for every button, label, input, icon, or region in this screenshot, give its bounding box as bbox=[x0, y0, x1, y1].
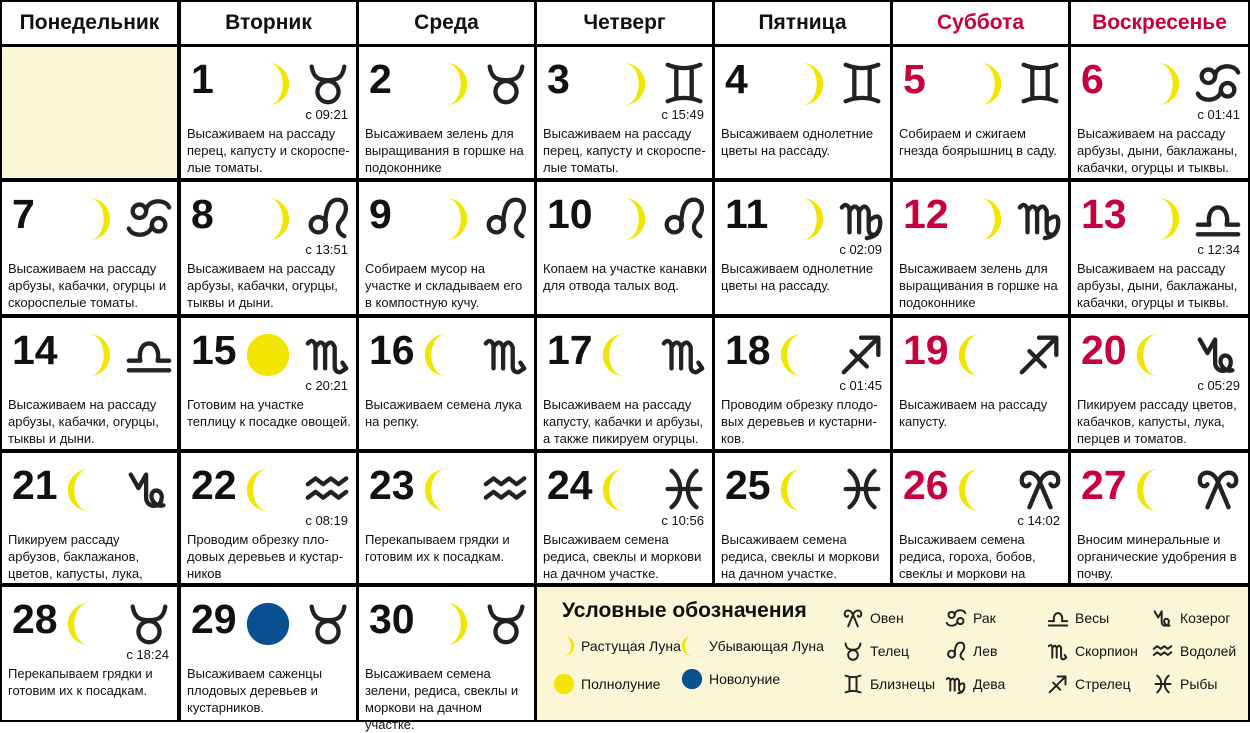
moon-waxing-icon bbox=[601, 196, 647, 242]
day-number: 28 bbox=[12, 596, 58, 642]
sign-change-time: с 05:29 bbox=[1197, 378, 1240, 393]
legend bbox=[537, 587, 1248, 720]
legend-zodiac-label: Телец bbox=[870, 643, 910, 659]
day-number: 4 bbox=[725, 56, 748, 102]
zodiac-aries-icon bbox=[1015, 465, 1065, 513]
legend-zodiac-item bbox=[1047, 640, 1138, 662]
day-task: Проводим обрезку плодовых деревьев и кустарников bbox=[187, 532, 344, 581]
day-cell bbox=[2, 453, 177, 583]
day-number: 10 bbox=[547, 191, 593, 237]
legend-zodiac-item bbox=[842, 640, 909, 662]
moon-waning-icon bbox=[1135, 467, 1181, 513]
day-cell bbox=[715, 47, 890, 178]
sign-change-time: с 15:49 bbox=[661, 107, 704, 122]
legend-zodiac-item bbox=[945, 607, 996, 629]
legend-title: Условные обозначения bbox=[562, 599, 807, 622]
day-task: Высаживаем на рассаду арбузы, дыни, баклажаны, кабачки, огурцы и тыквы. bbox=[1077, 126, 1238, 175]
zodiac-pisces-icon bbox=[1152, 673, 1174, 695]
day-task: Высаживаем семена редиса, свеклы и моркови на дачном участке. bbox=[721, 532, 880, 581]
day-number: 16 bbox=[369, 327, 415, 373]
day-number: 11 bbox=[725, 191, 769, 237]
day-cell bbox=[2, 182, 177, 314]
sign-change-time: с 14:02 bbox=[1017, 513, 1060, 528]
sign-change-time: с 20:21 bbox=[305, 378, 348, 393]
day-task: Высаживаем на рассаду перец, капусту и скороспелые томаты. bbox=[187, 126, 350, 175]
legend-moon-label: Растущая Луна bbox=[581, 638, 681, 654]
day-number: 22 bbox=[191, 462, 237, 508]
legend-zodiac-label: Овен bbox=[870, 610, 904, 626]
day-cell bbox=[893, 47, 1068, 178]
zodiac-taurus-icon bbox=[303, 59, 353, 107]
legend-zodiac-label: Дева bbox=[973, 676, 1006, 692]
zodiac-gemini-icon bbox=[659, 59, 709, 107]
moon-waning-icon bbox=[1135, 332, 1181, 378]
legend-zodiac-label: Скорпион bbox=[1075, 643, 1138, 659]
legend-zodiac-label: Водолей bbox=[1180, 643, 1237, 659]
legend-zodiac-item bbox=[945, 640, 997, 662]
day-cell bbox=[1071, 453, 1248, 583]
day-task: Высаживаем однолетние цветы на рассаду. bbox=[721, 126, 874, 158]
sign-change-time: с 18:24 bbox=[126, 647, 169, 662]
sign-change-time: с 10:56 bbox=[661, 513, 704, 528]
zodiac-leo-icon bbox=[303, 194, 353, 242]
day-task: Готовим на участке теплицу к посадке овощей. bbox=[187, 397, 351, 429]
zodiac-virgo-icon bbox=[945, 673, 967, 695]
day-task: Высаживаем на рассаду арбузы, кабачки, огурцы и скороспелые томаты. bbox=[8, 261, 167, 310]
moon-waxing-icon bbox=[66, 196, 112, 242]
zodiac-aries-icon bbox=[842, 607, 864, 629]
day-number: 13 bbox=[1081, 191, 1127, 237]
day-task: Проводим обрезку плодовых деревьев и кустарников. bbox=[721, 397, 878, 446]
day-number: 27 bbox=[1081, 462, 1127, 508]
zodiac-cancer-icon bbox=[945, 607, 967, 629]
day-task: Высаживаем на рассаду капусту. bbox=[899, 397, 1048, 429]
zodiac-sagittarius-icon bbox=[1015, 330, 1065, 378]
legend-zodiac-label: Весы bbox=[1075, 610, 1110, 626]
day-task: Высаживаем саженцы плодовых деревьев и кустарников. bbox=[187, 666, 323, 715]
day-header: Вторник bbox=[181, 2, 356, 44]
day-cell bbox=[181, 318, 356, 449]
legend-zodiac-label: Рак bbox=[973, 610, 996, 626]
moon-waxing-icon bbox=[601, 61, 647, 107]
day-cell bbox=[715, 453, 890, 583]
day-task: Высаживаем зелень для выращивания в горшке на подоконнике bbox=[899, 261, 1058, 310]
day-cell bbox=[359, 318, 534, 449]
day-header: Воскресенье bbox=[1071, 2, 1248, 44]
moon-waxing-icon bbox=[1135, 61, 1181, 107]
zodiac-pisces-icon bbox=[837, 465, 887, 513]
legend-zodiac-item bbox=[1047, 607, 1109, 629]
day-header: Понедельник bbox=[2, 2, 177, 44]
day-number: 17 bbox=[547, 327, 593, 373]
day-cell bbox=[1071, 182, 1248, 314]
day-number: 20 bbox=[1081, 327, 1127, 373]
moon-waxing-icon bbox=[779, 61, 825, 107]
moon-waxing-icon bbox=[553, 635, 575, 657]
zodiac-taurus-icon bbox=[481, 599, 531, 647]
zodiac-scorpio-icon bbox=[1047, 640, 1069, 662]
day-task: Высаживаем семена редиса, свеклы и моркови на дачном участке. bbox=[543, 532, 702, 581]
day-number: 30 bbox=[369, 596, 415, 642]
moon-waxing-icon bbox=[779, 196, 825, 242]
zodiac-sagittarius-icon bbox=[1047, 673, 1069, 695]
legend-moon-item bbox=[553, 635, 681, 657]
zodiac-scorpio-icon bbox=[303, 330, 353, 378]
legend-zodiac-item bbox=[842, 607, 904, 629]
zodiac-taurus-icon bbox=[124, 599, 174, 647]
day-number: 7 bbox=[12, 191, 35, 237]
zodiac-libra-icon bbox=[1193, 194, 1243, 242]
legend-zodiac-item bbox=[1152, 607, 1231, 629]
day-cell bbox=[1071, 47, 1248, 178]
day-number: 24 bbox=[547, 462, 593, 508]
zodiac-capricorn-icon bbox=[1193, 330, 1243, 378]
zodiac-gemini-icon bbox=[837, 59, 887, 107]
zodiac-taurus-icon bbox=[303, 599, 353, 647]
legend-zodiac-label: Близнецы bbox=[870, 676, 936, 692]
day-number: 3 bbox=[547, 56, 570, 102]
day-cell bbox=[893, 318, 1068, 449]
day-cell bbox=[181, 47, 356, 178]
day-task: Высаживаем однолетние цветы на рассаду. bbox=[721, 261, 874, 293]
moon-waning-icon bbox=[601, 467, 647, 513]
day-number: 12 bbox=[903, 191, 949, 237]
day-number: 21 bbox=[12, 462, 58, 508]
moon-waxing-icon bbox=[957, 196, 1003, 242]
day-number: 14 bbox=[12, 327, 58, 373]
day-cell bbox=[181, 453, 356, 583]
day-task: Собираем и сжигаем гнезда боярышниц в саду. bbox=[899, 126, 1057, 158]
moon-waning-icon bbox=[601, 332, 647, 378]
day-task: Копаем на участке канавки для отвода талых вод. bbox=[543, 261, 707, 293]
day-cell bbox=[537, 182, 712, 314]
sign-change-time: с 13:51 bbox=[305, 242, 348, 257]
day-cell bbox=[359, 47, 534, 178]
moon-new-icon bbox=[681, 668, 703, 690]
day-cell bbox=[2, 587, 177, 720]
zodiac-aquarius-icon bbox=[481, 465, 531, 513]
sign-change-time: с 12:34 bbox=[1197, 242, 1240, 257]
zodiac-cancer-icon bbox=[124, 194, 174, 242]
moon-waning-icon bbox=[245, 467, 291, 513]
moon-waning-icon bbox=[423, 332, 469, 378]
day-task: Высаживаем на рассаду перец, капусту и скороспелые томаты. bbox=[543, 126, 706, 175]
day-number: 18 bbox=[725, 327, 771, 373]
moon-full-icon bbox=[553, 673, 575, 695]
zodiac-sagittarius-icon bbox=[837, 330, 887, 378]
day-cell bbox=[537, 453, 712, 583]
day-number: 9 bbox=[369, 191, 392, 237]
day-cell bbox=[537, 47, 712, 178]
day-task: Высаживаем на рассаду арбузы, кабачки, огурцы, тыквы и дыни. bbox=[187, 261, 338, 310]
day-number: 8 bbox=[191, 191, 214, 237]
moon-waning-icon bbox=[66, 601, 112, 647]
day-header: Суббота bbox=[893, 2, 1068, 44]
day-cell bbox=[1071, 318, 1248, 449]
zodiac-capricorn-icon bbox=[1152, 607, 1174, 629]
day-cell bbox=[893, 182, 1068, 314]
day-task: Перекапываем грядки и готовим их к посадкам. bbox=[8, 666, 153, 698]
legend-zodiac-item bbox=[945, 673, 1005, 695]
day-number: 1 bbox=[191, 56, 214, 102]
legend-moon-item bbox=[681, 668, 780, 690]
zodiac-pisces-icon bbox=[659, 465, 709, 513]
moon-waning-icon bbox=[779, 467, 825, 513]
day-task: Высаживаем на рассаду арбузы, кабачки, огурцы, тыквы и дыни. bbox=[8, 397, 159, 446]
day-task: Пикируем рассаду арбузов, баклажанов, цветов, капусты, лука, bbox=[8, 532, 143, 581]
zodiac-cancer-icon bbox=[1193, 59, 1243, 107]
moon-waning-icon bbox=[66, 467, 112, 513]
zodiac-leo-icon bbox=[945, 640, 967, 662]
zodiac-taurus-icon bbox=[481, 59, 531, 107]
legend-moon-label: Новолуние bbox=[709, 671, 781, 687]
moon-full-icon bbox=[245, 332, 291, 378]
zodiac-aries-icon bbox=[1193, 465, 1243, 513]
moon-waxing-icon bbox=[423, 601, 469, 647]
day-number: 2 bbox=[369, 56, 392, 102]
day-cell bbox=[715, 318, 890, 449]
day-task: Высаживаем зелень для выращивания в горшке на подоконнике bbox=[365, 126, 524, 175]
moon-waning-icon bbox=[779, 332, 825, 378]
moon-waxing-icon bbox=[957, 61, 1003, 107]
legend-zodiac-label: Лев bbox=[973, 643, 998, 659]
day-number: 15 bbox=[191, 327, 237, 373]
legend-moon-item bbox=[681, 635, 824, 657]
moon-waning-icon bbox=[957, 332, 1003, 378]
day-number: 29 bbox=[191, 596, 237, 642]
day-task: Высаживаем на рассаду арбузы, дыни, баклажаны, кабачки, огурцы и тыквы. bbox=[1077, 261, 1238, 310]
empty-day-cell bbox=[2, 47, 177, 178]
legend-moon-label: Убывающая Луна bbox=[709, 638, 824, 654]
day-task: Высаживаем семена редиса, гороха, бобов, свеклы и моркови на bbox=[899, 532, 1036, 581]
day-task: Перекапываем грядки и готовим их к посадкам. bbox=[365, 532, 510, 564]
day-cell bbox=[715, 182, 890, 314]
zodiac-virgo-icon bbox=[1015, 194, 1065, 242]
moon-waning-icon bbox=[681, 635, 703, 657]
sign-change-time: с 02:09 bbox=[839, 242, 882, 257]
zodiac-aquarius-icon bbox=[1152, 640, 1174, 662]
zodiac-aquarius-icon bbox=[303, 465, 353, 513]
day-cell bbox=[359, 182, 534, 314]
day-number: 23 bbox=[369, 462, 415, 508]
day-cell bbox=[537, 318, 712, 449]
sign-change-time: с 09:21 bbox=[305, 107, 348, 122]
day-task: Собираем мусор на участке и складываем его в компостную кучу. bbox=[365, 261, 523, 310]
day-header: Четверг bbox=[537, 2, 712, 44]
moon-waxing-icon bbox=[66, 332, 112, 378]
day-cell bbox=[181, 182, 356, 314]
moon-waxing-icon bbox=[245, 61, 291, 107]
zodiac-gemini-icon bbox=[1015, 59, 1065, 107]
day-task: Пикируем рассаду цветов, кабачков, капусты, лука, перцев и томатов. bbox=[1077, 397, 1237, 446]
zodiac-libra-icon bbox=[1047, 607, 1069, 629]
legend-moon-item bbox=[553, 673, 660, 695]
day-cell bbox=[359, 453, 534, 583]
sign-change-time: с 01:41 bbox=[1197, 107, 1240, 122]
zodiac-taurus-icon bbox=[842, 640, 864, 662]
day-task: Высаживаем семена зелени, редиса, свеклы и моркови на дачном участке. bbox=[365, 666, 519, 732]
moon-waxing-icon bbox=[1135, 196, 1181, 242]
day-number: 6 bbox=[1081, 56, 1104, 102]
moon-waning-icon bbox=[957, 467, 1003, 513]
day-task: Высаживаем семена лука на репку. bbox=[365, 397, 522, 429]
day-task: Вносим минеральные и органические удобрения в почву. bbox=[1077, 532, 1237, 581]
legend-zodiac-item bbox=[842, 673, 935, 695]
legend-zodiac-label: Рыбы bbox=[1180, 676, 1218, 692]
day-header: Пятница bbox=[715, 2, 890, 44]
zodiac-leo-icon bbox=[659, 194, 709, 242]
legend-zodiac-label: Стрелец bbox=[1075, 676, 1131, 692]
legend-moon-label: Полнолуние bbox=[581, 676, 661, 692]
day-task: Высаживаем на рассаду капусту, кабачки и арбузы, а также пикируем огурцы. bbox=[543, 397, 704, 446]
moon-waxing-icon bbox=[423, 61, 469, 107]
day-number: 25 bbox=[725, 462, 771, 508]
day-header: Среда bbox=[359, 2, 534, 44]
moon-waxing-icon bbox=[423, 196, 469, 242]
moon-waning-icon bbox=[423, 467, 469, 513]
day-cell bbox=[181, 587, 356, 720]
zodiac-capricorn-icon bbox=[124, 465, 174, 513]
day-number: 19 bbox=[903, 327, 949, 373]
day-cell bbox=[359, 587, 534, 732]
legend-zodiac-item bbox=[1152, 673, 1217, 695]
zodiac-scorpio-icon bbox=[659, 330, 709, 378]
day-cell bbox=[893, 453, 1068, 583]
day-number: 26 bbox=[903, 462, 949, 508]
legend-zodiac-item bbox=[1152, 640, 1236, 662]
zodiac-gemini-icon bbox=[842, 673, 864, 695]
day-number: 5 bbox=[903, 56, 926, 102]
zodiac-scorpio-icon bbox=[481, 330, 531, 378]
moon-new-icon bbox=[245, 601, 291, 647]
zodiac-virgo-icon bbox=[837, 194, 887, 242]
zodiac-libra-icon bbox=[124, 330, 174, 378]
moon-waxing-icon bbox=[245, 196, 291, 242]
zodiac-leo-icon bbox=[481, 194, 531, 242]
sign-change-time: с 08:19 bbox=[305, 513, 348, 528]
legend-zodiac-label: Козерог bbox=[1180, 610, 1231, 626]
sign-change-time: с 01:45 bbox=[839, 378, 882, 393]
day-cell bbox=[2, 318, 177, 449]
legend-zodiac-item bbox=[1047, 673, 1131, 695]
